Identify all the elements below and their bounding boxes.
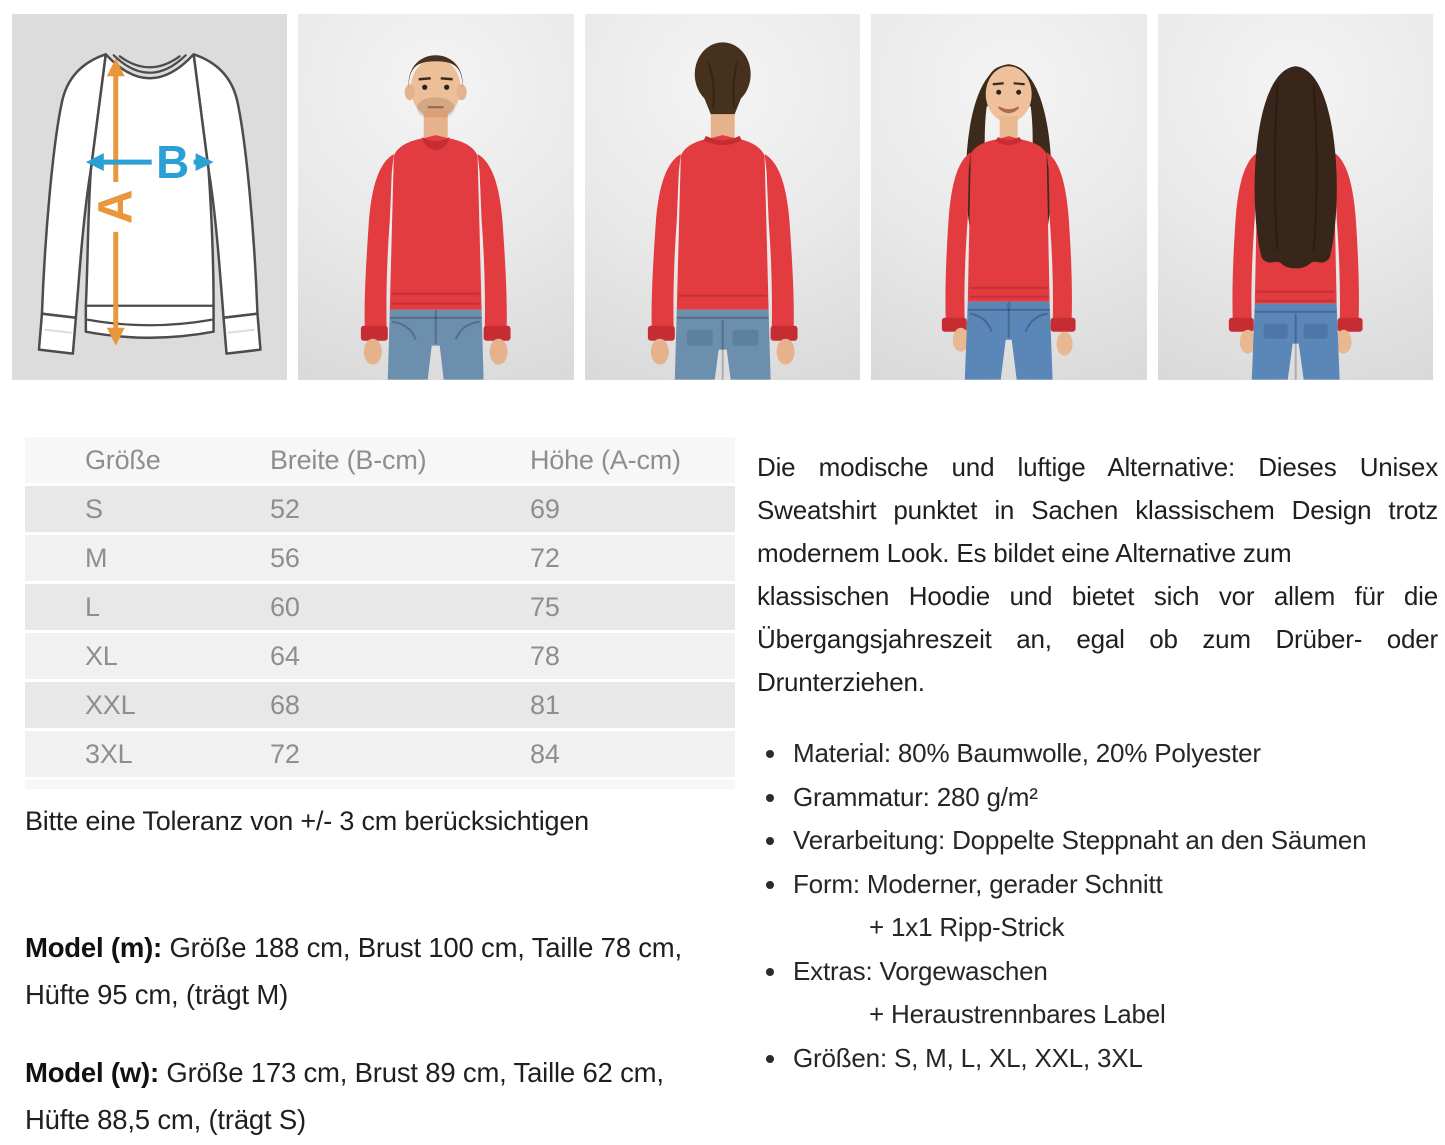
cell-width: 72	[270, 738, 300, 769]
feature-text: Verarbeitung: Doppelte Steppnaht an den Säumen	[793, 825, 1367, 855]
feature-extras-continuation	[757, 993, 1438, 1037]
cell-height: 72	[530, 542, 560, 573]
bullet-icon	[766, 750, 774, 758]
diagram-label-b: B	[156, 136, 190, 189]
product-description-column	[757, 446, 1438, 1080]
size-row-l	[25, 584, 735, 630]
tolerance-note: Bitte eine Toleranz von +/- 3 cm berücksichtigen	[25, 806, 589, 836]
male-model-back-figure	[585, 14, 860, 380]
bullet-icon	[766, 1055, 774, 1063]
cell-width: 68	[270, 689, 300, 720]
female-model-front-figure	[871, 14, 1146, 380]
cell-height: 81	[530, 689, 560, 720]
feature-verarbeitung	[757, 819, 1438, 863]
feature-groessen	[757, 1037, 1438, 1081]
model-w-label: Model (w):	[25, 1056, 159, 1088]
column-header-breite: Breite (B-cm)	[270, 444, 427, 475]
photo-female-model-back	[1158, 14, 1433, 380]
female-model-back-figure	[1158, 14, 1433, 380]
feature-text: + Heraustrennbares Label	[869, 999, 1166, 1029]
feature-list	[757, 732, 1438, 1080]
feature-extras	[757, 950, 1438, 994]
bullet-icon	[766, 837, 774, 845]
cell-height: 75	[530, 591, 560, 622]
cell-width: 52	[270, 493, 300, 524]
cell-height: 69	[530, 493, 560, 524]
cell-size: L	[85, 591, 100, 622]
bullet-icon	[766, 794, 774, 802]
jeans	[675, 310, 771, 380]
feature-text: Größen: S, M, L, XL, XXL, 3XL	[793, 1042, 1143, 1073]
cell-size: XXL	[85, 689, 136, 720]
feature-text: Material: 80% Baumwolle, 20% Polyester	[793, 738, 1261, 768]
jeans	[1251, 304, 1339, 380]
column-header-groesse: Größe	[85, 444, 161, 475]
cell-size: XL	[85, 640, 118, 671]
model-w-text: Größe 173 cm, Brust 89 cm, Taille 62 cm, Hüfte 88,5 cm, (trägt S)	[25, 1056, 664, 1135]
size-row-xxl	[25, 682, 735, 728]
size-table	[25, 437, 735, 789]
feature-text: Grammatur: 280 g/m²	[793, 781, 1038, 812]
image-gallery	[12, 14, 1433, 380]
cell-size: M	[85, 542, 108, 573]
cell-height: 78	[530, 640, 560, 671]
model-w-info	[25, 1049, 730, 1143]
feature-form-continuation	[757, 906, 1438, 950]
photo-female-model-front	[871, 14, 1146, 380]
cell-width: 56	[270, 542, 300, 573]
sweatshirt-measure-diagram-icon	[12, 14, 287, 380]
description-paragraph-1: Die modische und luftige Alternative: Dieses Unisex Sweatshirt punktet in Sachen klassischem Design trotz modernem Look. Es bildet eine Alternative zum	[757, 452, 1438, 568]
jeans	[965, 302, 1053, 380]
feature-grammatur	[757, 776, 1438, 820]
table-footer-strip	[25, 780, 735, 789]
column-header-hoehe: Höhe (A-cm)	[530, 444, 681, 475]
feature-form	[757, 863, 1438, 907]
feature-text: Extras: Vorgewaschen	[793, 955, 1048, 986]
jeans	[388, 310, 484, 380]
size-row-xl	[25, 633, 735, 679]
bullet-icon	[766, 968, 774, 976]
size-diagram-panel	[12, 14, 287, 380]
size-row-m	[25, 535, 735, 581]
photo-male-model-front	[298, 14, 573, 380]
cell-width: 60	[270, 591, 300, 622]
model-m-info	[25, 924, 730, 1018]
cell-height: 84	[530, 738, 560, 769]
male-model-front-figure	[298, 14, 573, 380]
cell-width: 64	[270, 640, 300, 671]
bullet-icon	[766, 881, 774, 889]
size-table-header-row	[25, 437, 735, 483]
size-row-s	[25, 486, 735, 532]
product-description	[757, 446, 1438, 704]
cell-size: 3XL	[85, 738, 133, 769]
model-m-label: Model (m):	[25, 931, 163, 963]
size-row-3xl	[25, 731, 735, 777]
photo-male-model-back	[585, 14, 860, 380]
feature-text: Form: Moderner, gerader Schnitt	[793, 868, 1163, 899]
description-paragraph-2: klassischen Hoodie und bietet sich vor allem für die Übergangsjahreszeit an, egal ob zum Drüber- oder Drunterziehen.	[757, 581, 1438, 697]
cell-size: S	[85, 493, 103, 524]
feature-text: + 1x1 Ripp-Strick	[869, 912, 1065, 942]
feature-material	[757, 732, 1438, 776]
model-m-text: Größe 188 cm, Brust 100 cm, Taille 78 cm, Hüfte 95 cm, (trägt M)	[25, 931, 682, 1010]
diagram-label-a: A	[89, 189, 143, 225]
